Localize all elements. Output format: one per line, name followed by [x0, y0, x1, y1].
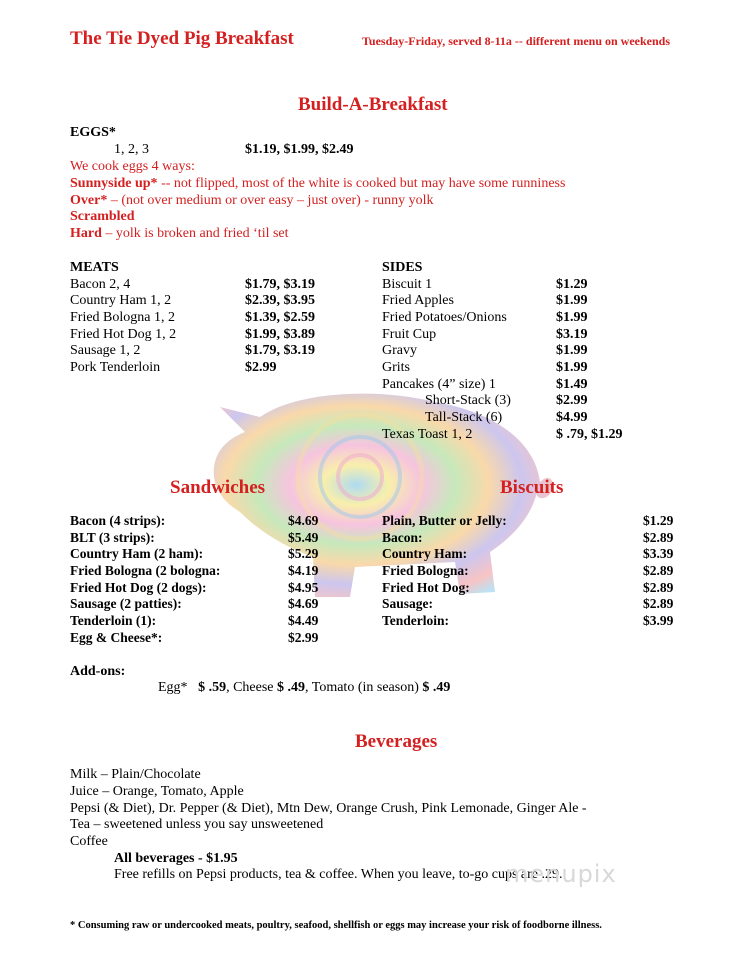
sandwich-item-name: Bacon (4 strips): [70, 513, 166, 528]
egg-way-line [70, 192, 434, 209]
biscuit-item-price: $2.89 [643, 563, 674, 578]
sandwich-item-price: $4.95 [288, 580, 319, 595]
sandwich-item-price: $4.69 [288, 596, 319, 611]
addons-label: Add-ons: [70, 664, 126, 679]
meat-item-price: $2.99 [245, 360, 277, 375]
beverage-line: Milk – Plain/Chocolate [70, 767, 201, 782]
meat-item-name: Country Ham 1, 2 [70, 293, 172, 308]
egg-way-desc: -- not flipped, most of the white is cooked but may have some runniness [157, 176, 566, 191]
eggs-price: $1.19, $1.99, $2.49 [245, 142, 354, 157]
sandwich-item-price: $5.49 [288, 530, 319, 545]
egg-way-line [70, 175, 565, 192]
egg-way-name: Sunnyside up* [70, 176, 158, 191]
eggs-qty: 1, 2, 3 [114, 142, 149, 157]
side-item-price: $3.19 [556, 327, 588, 342]
side-item-price: $1.49 [556, 377, 588, 392]
build-breakfast-heading: Build-A-Breakfast [298, 94, 448, 115]
side-item-price: $1.99 [556, 343, 588, 358]
meats-heading: MEATS [70, 260, 119, 275]
egg-way-name: Scrambled [70, 209, 135, 224]
beverage-line: Coffee [70, 834, 108, 849]
side-item-name: Fried Potatoes/Onions [382, 310, 507, 325]
meat-item-price: $1.79, $3.19 [245, 343, 315, 358]
addon-cheese: , Cheese [226, 680, 277, 695]
egg-way-name: Over* [70, 193, 108, 208]
egg-ways-intro: We cook eggs 4 ways: [70, 159, 195, 174]
beverage-line: Juice – Orange, Tomato, Apple [70, 784, 244, 799]
sandwich-item-price: $4.19 [288, 563, 319, 578]
meat-item-price: $1.39, $2.59 [245, 310, 315, 325]
biscuit-item-price: $1.29 [643, 513, 674, 528]
side-item-price: $2.99 [556, 393, 588, 408]
side-item-name: Grits [382, 360, 410, 375]
egg-way-line [70, 225, 289, 242]
meat-item-name: Sausage 1, 2 [70, 343, 141, 358]
biscuit-item-name: Fried Hot Dog: [382, 580, 470, 595]
meat-item-name: Fried Hot Dog 1, 2 [70, 327, 177, 342]
egg-way-name: Hard [70, 226, 102, 241]
biscuit-item-price: $2.89 [643, 596, 674, 611]
biscuit-item-name: Fried Bologna: [382, 563, 469, 578]
sandwich-item-price: $4.49 [288, 613, 319, 628]
side-item-price: $4.99 [556, 410, 588, 425]
side-item-price: $1.99 [556, 360, 588, 375]
egg-way-desc: – yolk is broken and fried ‘til set [101, 226, 289, 241]
biscuit-item-name: Tenderloin: [382, 613, 450, 628]
side-item-name: Fruit Cup [382, 327, 437, 342]
sandwich-item-name: Fried Bologna (2 bologna: [70, 563, 221, 578]
sandwich-item-price: $2.99 [288, 630, 319, 645]
side-item-name: Biscuit 1 [382, 277, 433, 292]
menupix-watermark: menupix [505, 860, 617, 888]
sandwiches-heading: Sandwiches [170, 477, 266, 498]
sandwich-item-name: BLT (3 strips): [70, 530, 155, 545]
sandwich-item-name: Tenderloin (1): [70, 613, 157, 628]
beverage-line: Pepsi (& Diet), Dr. Pepper (& Diet), Mtn Dew, Orange Crush, Pink Lemonade, Ginger Ale - [70, 801, 587, 816]
side-item-name: Tall-Stack (6) [425, 410, 503, 425]
biscuit-item-price: $3.99 [643, 613, 674, 628]
sandwich-item-price: $4.69 [288, 513, 319, 528]
addon-egg-price: $ .59 [198, 680, 227, 695]
side-item-name: Pancakes (4” size) 1 [382, 377, 496, 392]
egg-way-line [70, 208, 135, 225]
biscuit-item-name: Bacon: [382, 530, 423, 545]
side-item-name: Short-Stack (3) [425, 393, 511, 408]
biscuit-item-name: Country Ham: [382, 546, 468, 561]
side-item-price: $1.29 [556, 277, 588, 292]
side-item-name: Fried Apples [382, 293, 454, 308]
meat-item-price: $1.99, $3.89 [245, 327, 315, 342]
meat-item-price: $2.39, $3.95 [245, 293, 315, 308]
sandwich-item-name: Sausage (2 patties): [70, 596, 182, 611]
addon-cheese-price: $ .49 [277, 680, 305, 695]
side-item-name: Texas Toast 1, 2 [382, 427, 473, 442]
foodborne-disclaimer: * Consuming raw or undercooked meats, poultry, seafood, shellfish or eggs may increase your risk of foodborne illness. [70, 920, 602, 931]
sandwich-item-name: Egg & Cheese*: [70, 630, 163, 645]
side-item-name: Gravy [382, 343, 417, 358]
biscuits-heading: Biscuits [500, 477, 564, 498]
sandwich-item-name: Fried Hot Dog (2 dogs): [70, 580, 207, 595]
addons-line [158, 679, 450, 696]
addon-tomato: , Tomato (in season) [305, 680, 423, 695]
sandwich-item-price: $5.29 [288, 546, 319, 561]
sandwich-item-name: Country Ham (2 ham): [70, 546, 204, 561]
meat-item-name: Pork Tenderloin [70, 360, 161, 375]
addon-tomato-price: $ .49 [422, 680, 451, 695]
biscuit-item-price: $2.89 [643, 530, 674, 545]
menu-schedule: Tuesday-Friday, served 8-11a -- different menu on weekends [362, 34, 671, 48]
side-item-price: $ .79, $1.29 [556, 427, 623, 442]
biscuit-item-name: Plain, Butter or Jelly: [382, 513, 507, 528]
beverages-all-price: All beverages - $1.95 [114, 851, 238, 866]
biscuit-item-price: $3.39 [643, 546, 674, 561]
menu-title: The Tie Dyed Pig Breakfast [70, 28, 294, 49]
beverage-line: Tea – sweetened unless you say unsweetened [70, 817, 324, 832]
side-item-price: $1.99 [556, 310, 588, 325]
beverages-refills: Free refills on Pepsi products, tea & coffee. When you leave, to-go cups are .29. [114, 867, 563, 882]
meat-item-name: Fried Bologna 1, 2 [70, 310, 175, 325]
egg-way-desc: – (not over medium or over easy – just over) - runny yolk [107, 193, 434, 208]
biscuit-item-name: Sausage: [382, 596, 434, 611]
addon-egg: Egg* [158, 680, 188, 695]
biscuit-item-price: $2.89 [643, 580, 674, 595]
side-item-price: $1.99 [556, 293, 588, 308]
meat-item-price: $1.79, $3.19 [245, 277, 315, 292]
sides-heading: SIDES [382, 260, 423, 275]
eggs-label: EGGS* [70, 125, 116, 140]
meat-item-name: Bacon 2, 4 [70, 277, 131, 292]
beverages-heading: Beverages [355, 731, 438, 752]
